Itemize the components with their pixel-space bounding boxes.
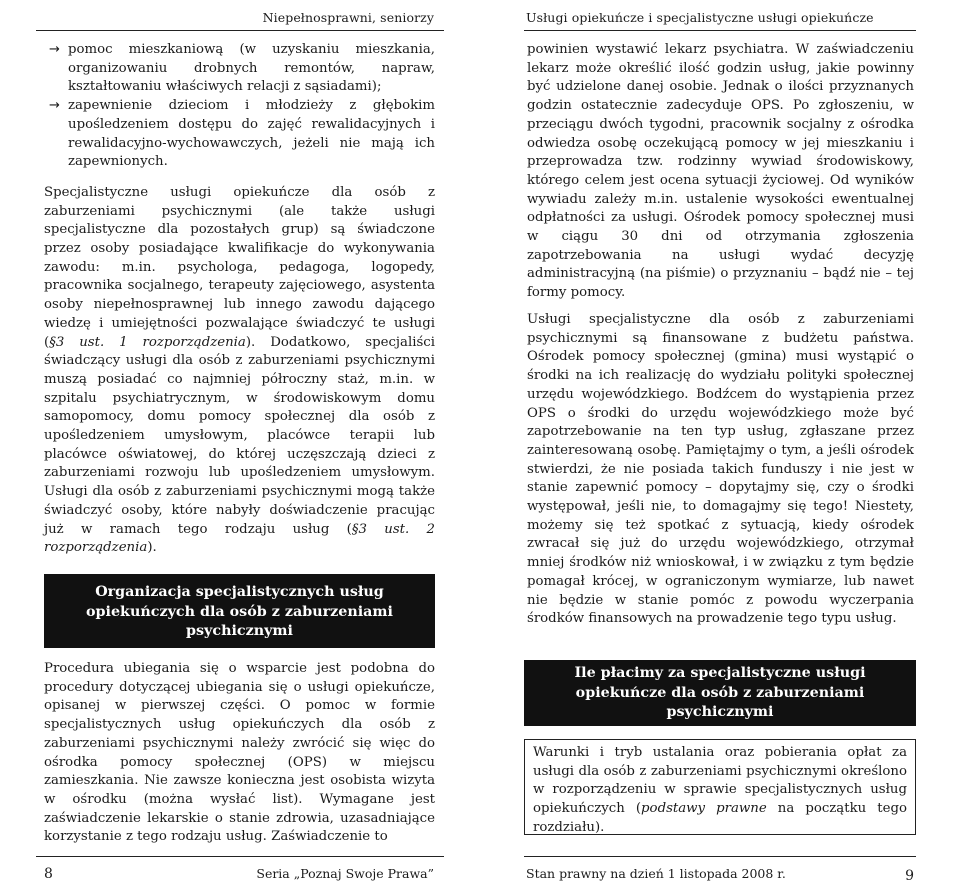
section-heading: Ile płacimy za specjalistyczne usługi opiekuńcze dla osób z zaburzeniami psychicznymi [524, 660, 916, 726]
page-number: 8 [44, 866, 53, 882]
paragraph-funding: Usługi specjalistyczne dla osób z zaburzeniami psychicznymi są finansowane z budżetu państwa. Ośrodek pomocy społecznej (gmina) musi wystąpić o środki na ich realizację do wydziału polityki społecznej urzędu wojewódzkiego. Bodźcem do wystąpienia przez OPS o środki do urzędu wojewódzkiego może być zapotrzebowanie na ten typ usług, zgłaszane przez zainteresowaną osobę. Pamiętajmy o tym, a jeśli ośrodek stwierdzi, że nie posiada takich funduszy i nie jest w stanie zapewnić pomocy – dopytajmy się, czy o środki występował, jeśli nie, to domagajmy się tego! Niestety, możemy się też spotkać z sytuacją, kiedy ośrodek zwracał się już do urzędu wojewódzkiego, otrzymał mniej środków niż wnioskował, i w związku z tym będzie pomagał krócej, w ograniczonym wymiarze, lub nawet nie będzie w stanie pomóc z powodu wyczerpania środków finansowych na prowadzenie tego typu usług. [527, 312, 914, 627]
legal-reference: §3 ust. 1 rozporządzenia [49, 334, 246, 350]
list-item: → pomoc mieszkaniową (w uzyskaniu mieszkania, organizowaniu drobnych remontów, napraw, kształtowaniu właściwych relacji z sąsiadami); [49, 42, 435, 95]
header-rule [524, 30, 916, 31]
right-column-top [527, 41, 914, 315]
arrow-right-icon: → [49, 98, 60, 114]
paragraph-specialists: Specjalistyczne usługi opiekuńcze dla osób z zaburzeniami psychicznymi (ale także usługi specjalistyczne dla pozostałych grup) są świadczone przez osoby posiadające kwalifikacje do wykonywania zawodu: m.in. psychologa, pedagoga, logopedy, pracownika socjalnego, terapeuty zajęciowego, asystenta osoby niepełnosprawnej lub innego zawodu dającego wiedzę i umiejętności pozwalające świadczyć te usługi (§3 ust. 1 rozporządzenia). Dodatkowo, specjaliści świadczący usługi dla osób z zaburzeniami psychicznymi muszą posiadać co najmniej półroczny staż, m.in. w szpitalu psychiatrycznym, w środowiskowym domu samopomocy, domu pomocy społecznej dla osób z upośledzeniem umysłowym, placówce terapii lub placówce oświatowej, do której uczęszczają dzieci z zaburzeniami rozwoju lub upośledzeniem umysłowym. Usługi dla osób z zaburzeniami psychicznymi mogą także świadczyć osoby, które nabyły doświadczenie pracując już w ramach tego rodzaju usług (§3 ust. 2 rozporządzenia). [44, 184, 435, 556]
bullet-list [44, 41, 435, 172]
arrow-right-icon: → [49, 42, 60, 57]
legal-reference: podstawy prawne [641, 801, 767, 817]
page-number: 9 [905, 868, 914, 884]
legal-status-date: Stan prawny na dzień 1 listopada 2008 r. [526, 866, 786, 881]
series-title: Seria „Poznaj Swoje Prawa” [256, 866, 434, 881]
paragraph-certificate: powinien wystawić lekarz psychiatra. W zaświadczeniu lekarz może określić ilość godzin usług, jakie powinny być udzielone danej osobie. Jednak o ilości przyznanych godzin ostatecznie zadecyduje OPS. Po zgłoszeniu, w przeciągu dwóch tygodni, pracownik socjalny z ośrodka odwiedza osobę oczekującą pomocy w jej mieszkaniu i przeprowadza tzw. rodzinny wywiad środowiskowy, którego celem jest ocena sytuacji życiowej. Od wyników wywiadu zależy m.in. ustalenie wysokości ewentualnej odpłatności za usługi. Ośrodek pomocy społecznej musi w ciągu 30 dni od otrzymania zgłoszenia zapotrzebowania na usługi wydać decyzję administracyjną (na piśmie) o przyznaniu – bądź nie – tej formy pomocy. [527, 42, 914, 301]
footer-rule [524, 856, 916, 857]
left-column-bottom [44, 660, 435, 859]
running-head: Usługi opiekuńcze i specjalistyczne usługi opiekuńcze [526, 10, 874, 25]
left-column-top [44, 41, 435, 570]
header-rule [36, 30, 444, 31]
legal-reference: §3 ust. 2 rozporządzenia [44, 521, 435, 556]
info-box: Warunki i tryb ustalania oraz pobierania opłat za usługi dla osób z zaburzeniami psychicznymi określono w rozporządzeniu w sprawie specjalistycznych usług opiekuńczych (podstawy prawne na początku tego rozdziału). [524, 739, 916, 835]
right-page [480, 0, 960, 895]
running-head: Niepełnosprawni, seniorzy [262, 10, 434, 25]
paragraph-procedure: Procedura ubiegania się o wsparcie jest podobna do procedury dotyczącej ubiegania się o usługi opiekuńcze, opisanej w pierwszej części. O pomoc w formie specjalistycznych usług opiekuńczych dla osób z zaburzeniami psychicznymi należy zwrócić się więc do ośrodka pomocy społecznej (OPS) w miejscu zamieszkania. Nie zawsze konieczna jest osobista wizyta w ośrodku (można wysłać list). Wymagane jest zaświadczenie lekarskie o stanie zdrowia, uzasadniające korzystanie z tego rodzaju usług. Zaświadczenie to [44, 661, 435, 845]
right-column-middle [527, 311, 914, 641]
section-heading: Organizacja specjalistycznych usług opiekuńczych dla osób z zaburzeniami psychicznymi [44, 574, 435, 648]
footer-rule [36, 856, 444, 857]
list-item: → zapewnienie dzieciom i młodzieży z głębokim upośledzeniem dostępu do zajęć rewalidacyjnych i rewalidacyjno-wychowawczych, jeżeli nie mają ich zapewnionych. [49, 98, 435, 170]
